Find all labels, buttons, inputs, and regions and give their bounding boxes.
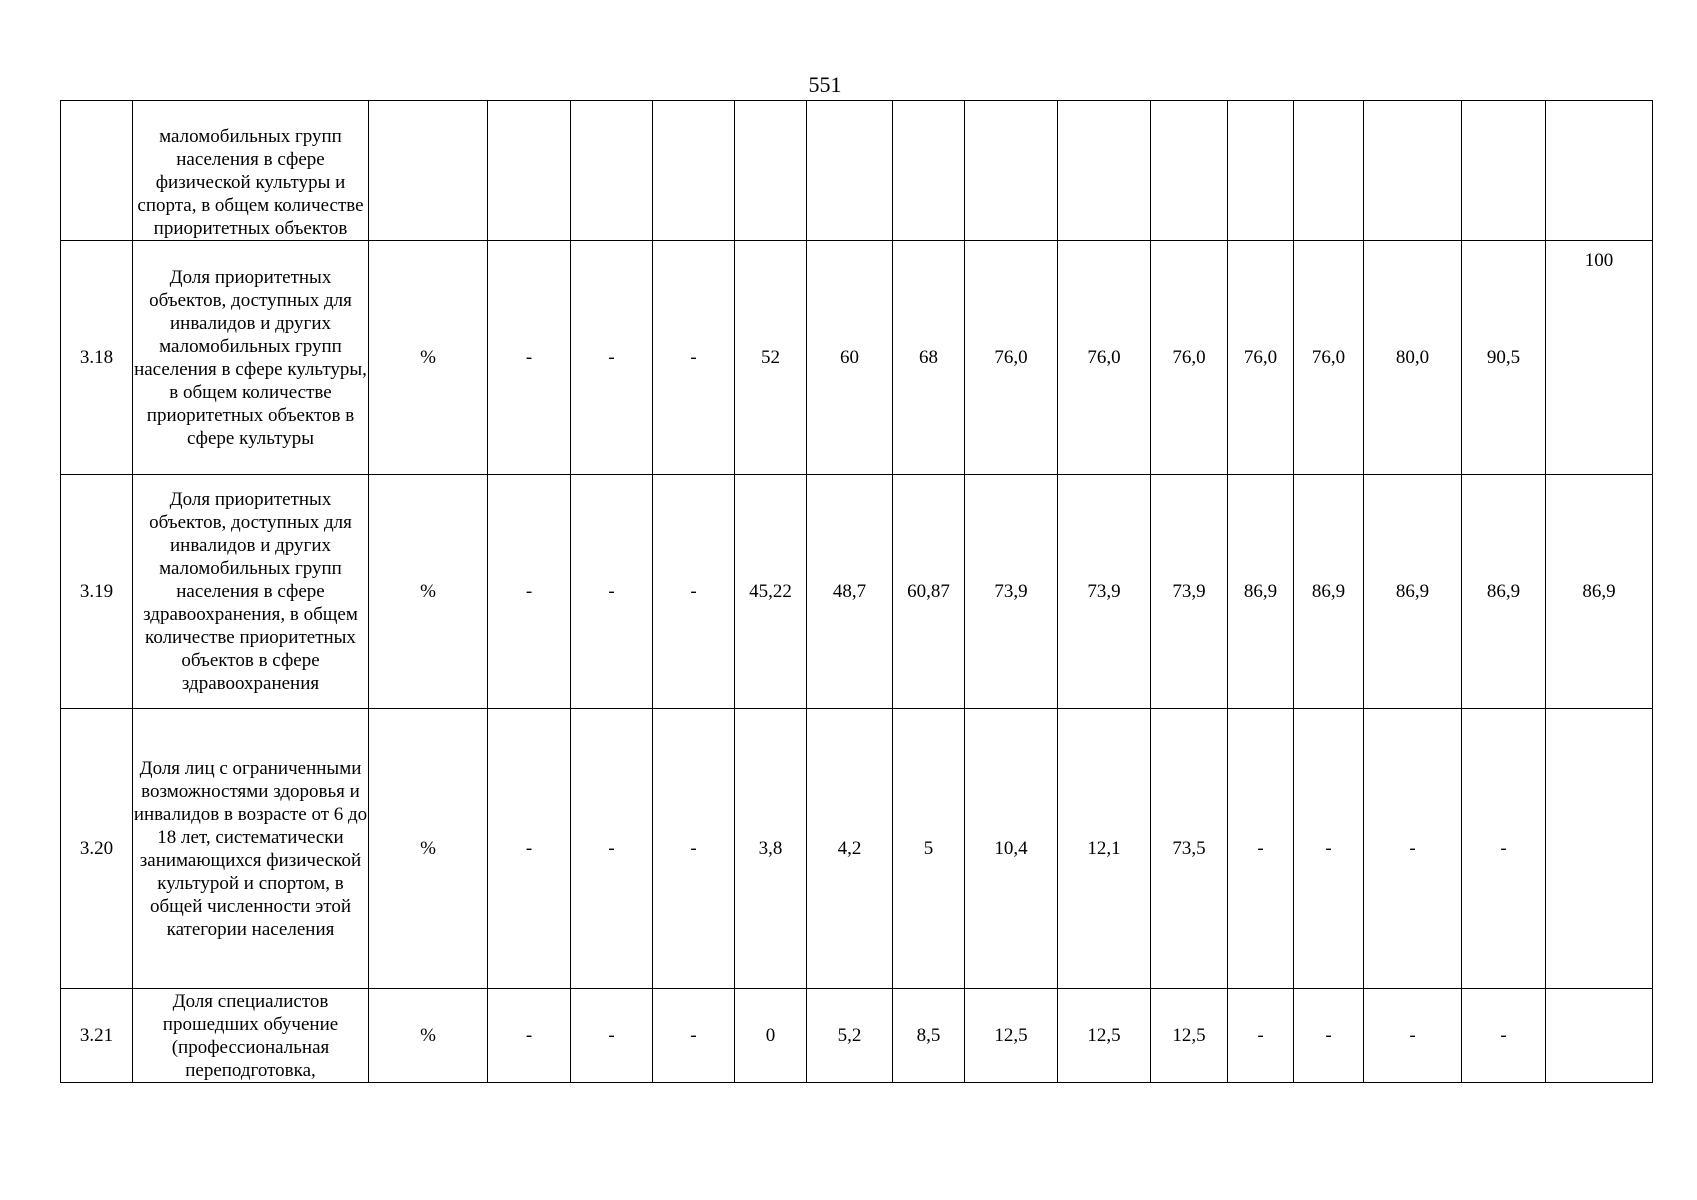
value-cell xyxy=(1546,989,1653,1083)
value-cell: 90,5 xyxy=(1462,241,1546,475)
value-cell: 76,0 xyxy=(1294,241,1364,475)
value-cell xyxy=(965,101,1058,241)
value-cell: - xyxy=(1462,709,1546,989)
value-cell: 86,9 xyxy=(1462,475,1546,709)
value-cell: - xyxy=(571,475,653,709)
row-number: 3.21 xyxy=(61,989,133,1083)
row-number xyxy=(61,101,133,241)
indicators-table xyxy=(60,100,1653,1083)
indicator-description: Доля лиц с ограниченными возможностями здоровья и инвалидов в возрасте от 6 до 18 лет, систематически занимающихся физической культурой и спортом, в общей численности этой категории населения xyxy=(133,709,369,989)
value-cell: - xyxy=(653,475,735,709)
value-cell: - xyxy=(488,475,571,709)
value-cell: - xyxy=(1364,989,1462,1083)
value-cell xyxy=(893,101,965,241)
value-cell: - xyxy=(1364,709,1462,989)
value-cell: - xyxy=(653,241,735,475)
value-cell xyxy=(1546,101,1653,241)
value-cell: 73,5 xyxy=(1151,709,1228,989)
indicator-description: Доля специалистов прошедших обучение (профессиональная переподготовка, xyxy=(133,989,369,1083)
value-cell: - xyxy=(1462,989,1546,1083)
value-cell: 86,9 xyxy=(1546,475,1653,709)
value-cell: 60,87 xyxy=(893,475,965,709)
value-cell: - xyxy=(653,989,735,1083)
value-cell: 4,2 xyxy=(807,709,893,989)
value-cell: 68 xyxy=(893,241,965,475)
table-row xyxy=(61,989,1653,1083)
value-cell: 73,9 xyxy=(1151,475,1228,709)
value-cell xyxy=(1462,101,1546,241)
value-cell xyxy=(1228,101,1294,241)
value-cell xyxy=(1546,709,1653,989)
table-row xyxy=(61,241,1653,475)
value-cell xyxy=(488,101,571,241)
value-cell: - xyxy=(571,709,653,989)
value-cell: 12,1 xyxy=(1058,709,1151,989)
value-cell: - xyxy=(488,709,571,989)
table-row xyxy=(61,101,1653,241)
value-cell: 86,9 xyxy=(1294,475,1364,709)
value-cell: 48,7 xyxy=(807,475,893,709)
value-cell: - xyxy=(571,241,653,475)
value-cell: 12,5 xyxy=(1058,989,1151,1083)
page-number: 551 xyxy=(808,72,842,97)
indicator-description: Доля приоритетных объектов, доступных для инвалидов и других маломобильных групп населения в сфере культуры, в общем количестве приоритетных объектов в сфере культуры xyxy=(133,241,369,475)
value-cell: - xyxy=(1294,989,1364,1083)
value-cell xyxy=(1058,101,1151,241)
value-cell: 76,0 xyxy=(965,241,1058,475)
table-row xyxy=(61,475,1653,709)
unit-cell: % xyxy=(369,989,488,1083)
value-cell: - xyxy=(488,241,571,475)
value-cell: 60 xyxy=(807,241,893,475)
value-cell: 80,0 xyxy=(1364,241,1462,475)
value-cell: 52 xyxy=(735,241,807,475)
value-cell: 10,4 xyxy=(965,709,1058,989)
value-cell: 100 xyxy=(1546,241,1653,475)
unit-cell: % xyxy=(369,475,488,709)
value-cell: 76,0 xyxy=(1151,241,1228,475)
row-number: 3.20 xyxy=(61,709,133,989)
value-cell xyxy=(735,101,807,241)
table-row xyxy=(61,709,1653,989)
value-cell: 73,9 xyxy=(965,475,1058,709)
row-number: 3.18 xyxy=(61,241,133,475)
value-cell: 0 xyxy=(735,989,807,1083)
value-cell xyxy=(1294,101,1364,241)
value-cell: - xyxy=(1228,709,1294,989)
value-cell: 12,5 xyxy=(965,989,1058,1083)
indicator-description: маломобильных групп населения в сфере физической культуры и спорта, в общем количестве приоритетных объектов xyxy=(133,101,369,241)
value-cell: 73,9 xyxy=(1058,475,1151,709)
unit-cell xyxy=(369,101,488,241)
value-cell: 8,5 xyxy=(893,989,965,1083)
value-cell xyxy=(571,101,653,241)
value-cell: 76,0 xyxy=(1228,241,1294,475)
unit-cell: % xyxy=(369,241,488,475)
value-cell xyxy=(653,101,735,241)
value-cell: 3,8 xyxy=(735,709,807,989)
value-cell: - xyxy=(1294,709,1364,989)
value-cell: 76,0 xyxy=(1058,241,1151,475)
value-cell: 5,2 xyxy=(807,989,893,1083)
value-cell xyxy=(807,101,893,241)
row-number: 3.19 xyxy=(61,475,133,709)
value-cell: - xyxy=(571,989,653,1083)
value-cell: 45,22 xyxy=(735,475,807,709)
value-cell: - xyxy=(488,989,571,1083)
value-cell: 86,9 xyxy=(1364,475,1462,709)
value-cell: 12,5 xyxy=(1151,989,1228,1083)
value-cell xyxy=(1364,101,1462,241)
value-cell: 5 xyxy=(893,709,965,989)
value-cell: 86,9 xyxy=(1228,475,1294,709)
value-cell: - xyxy=(1228,989,1294,1083)
unit-cell: % xyxy=(369,709,488,989)
indicator-description: Доля приоритетных объектов, доступных для инвалидов и других маломобильных групп населения в сфере здравоохранения, в общем количестве приоритетных объектов в сфере здравоохранения xyxy=(133,475,369,709)
value-cell xyxy=(1151,101,1228,241)
value-cell: - xyxy=(653,709,735,989)
